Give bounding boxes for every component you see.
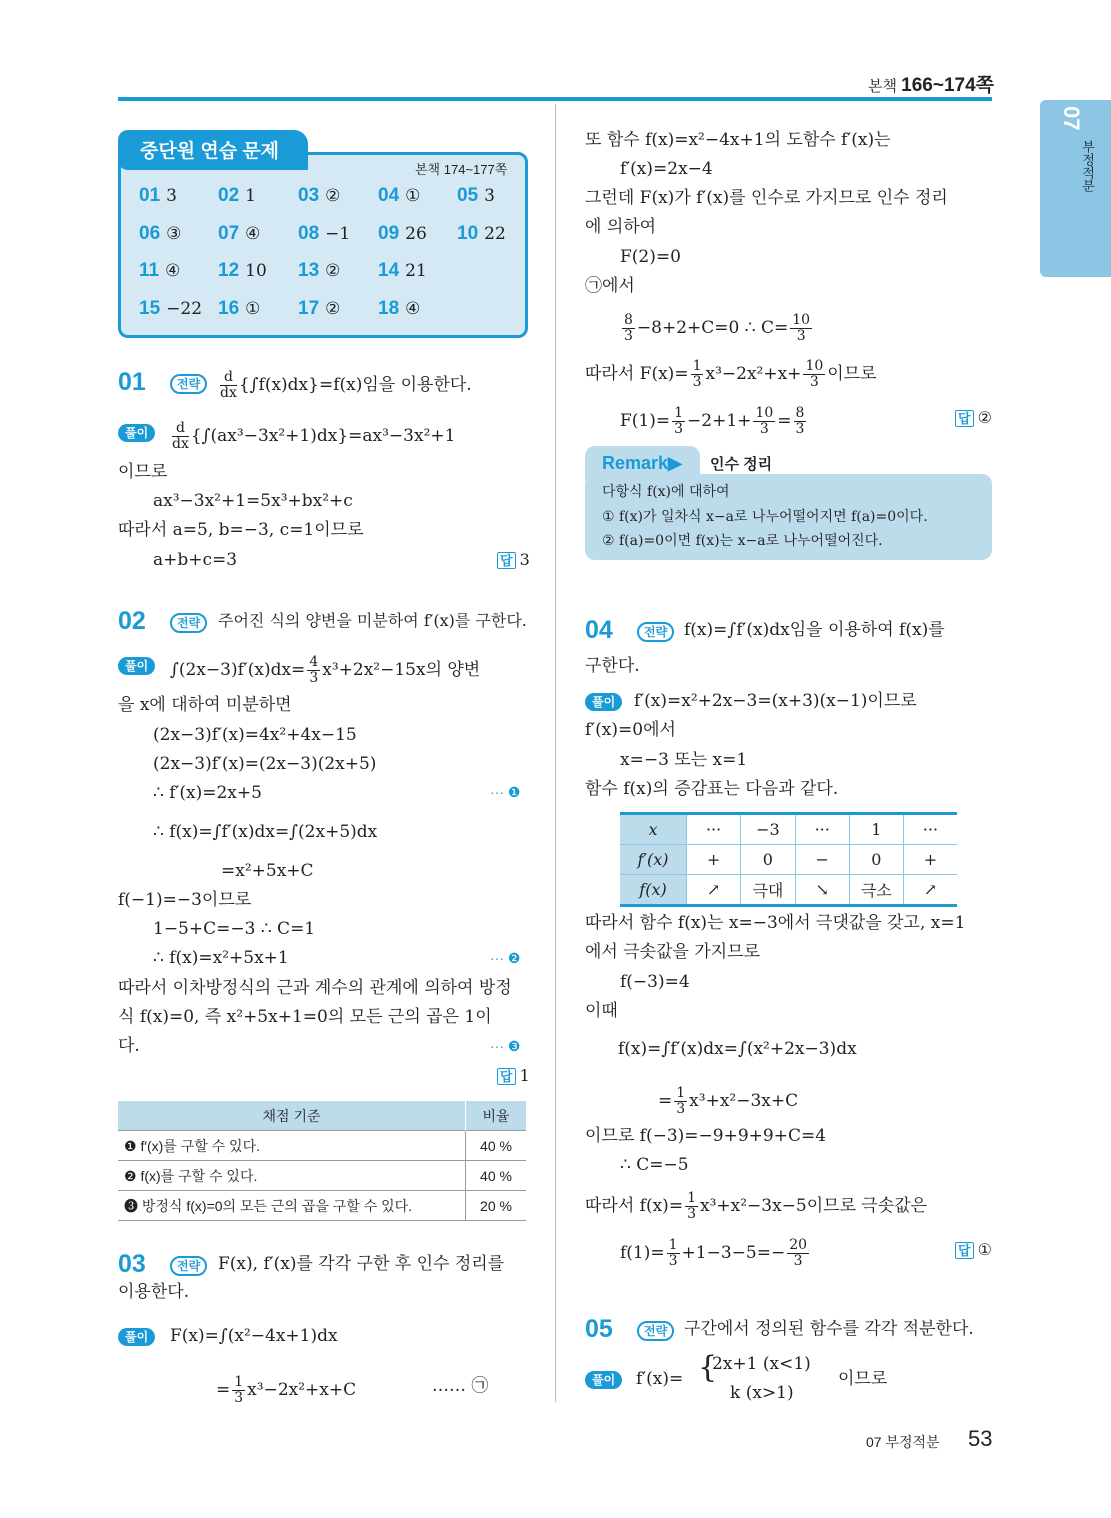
chapter-side-tab[interactable]: [1040, 100, 1111, 277]
answer-item: 16 ①: [218, 297, 261, 319]
fraction: $\frac{10}{3}$: [805, 358, 824, 390]
piecewise-case: 2x+1 (x<1): [712, 1354, 811, 1374]
step-marker: ··· ❶: [490, 784, 521, 800]
solution-line: $\frac{d}{dx}$ {∫(ax³−3x²+1)dx}=ax³−3x²+1: [172, 420, 456, 452]
strategy-text: 주어진 식의 양변을 미분하여 f′(x)를 구한다.: [218, 611, 527, 630]
answer-item: 01 3: [139, 185, 177, 206]
table-cell: +: [903, 845, 957, 875]
answer-item: 08 −1: [298, 222, 351, 244]
variation-table: [620, 812, 957, 907]
answer-item: 17 ②: [298, 297, 341, 319]
solution-line: F(2)=0: [620, 247, 681, 267]
answer: 답 ①: [955, 1240, 992, 1259]
problem-number: 02: [118, 607, 146, 635]
fraction: $\frac{1}{3}$: [674, 405, 684, 437]
solution-line: F(1)= $\frac{1}{3}$ −2+1+ $\frac{10}{3}$ = $\frac{8}{3}$: [620, 405, 805, 437]
table-cell: ···: [795, 814, 849, 845]
table-row: [620, 845, 957, 875]
answer-item: 10 22: [457, 222, 506, 244]
remark-title: 인수 정리: [710, 456, 773, 473]
answer-item: 03 ②: [298, 185, 341, 206]
fraction: $\frac{1}{3}$: [234, 1374, 244, 1406]
solution-line: x=−3 또는 x=1: [620, 750, 748, 770]
problem-number: 01: [118, 368, 146, 396]
solution-line: 함수 f(x)의 증감표는 다음과 같다.: [585, 779, 839, 799]
solution-line: 을 x에 대하여 미분하면: [118, 695, 292, 715]
page-reference: 본책 166~174쪽: [868, 75, 995, 96]
table-cell: ···: [687, 814, 741, 845]
fraction: $\frac{d}{dx}$: [220, 369, 237, 401]
solution-line: 따라서 이차방정식의 근과 계수의 관계에 의하여 방정: [118, 978, 512, 998]
solution-line: 이므로: [838, 1369, 888, 1389]
strategy-text: f(x)=∫f′(x)dx임을 이용하여 f(x)를: [684, 620, 945, 640]
table-cell: 극소: [849, 875, 903, 906]
solution-line: ∴ f(x)=∫f′(x)dx=∫(2x+5)dx: [153, 822, 378, 842]
table-cell: 1: [849, 814, 903, 845]
solution-line: ∴ f′(x)=2x+5: [153, 783, 262, 803]
strategy-badge: 전략: [170, 374, 207, 394]
solution-line: 따라서 f(x)= $\frac{1}{3}$ x³+x²−3x−5이므로 극솟값은: [585, 1190, 928, 1222]
solution-badge: 풀이: [118, 424, 155, 442]
solution-line: (2x−3)f′(x)=(2x−3)(2x+5): [153, 754, 377, 774]
solution-line: 1−5+C=−3 ∴ C=1: [153, 919, 316, 939]
answer-item: 12 10: [218, 260, 267, 281]
solution-line: ∴ f(x)=x²+5x+1: [153, 948, 289, 968]
solution-line: f′(x)=x²+2x−3=(x+3)(x−1)이므로: [634, 691, 917, 711]
table-row: ❸ 방정식 f(x)=0의 모든 근의 곱을 구할 수 있다. 20 %: [118, 1191, 526, 1221]
table-cell: 0: [849, 845, 903, 875]
solution-line: ax³−3x²+1=5x³+bx²+c: [153, 491, 353, 511]
column-divider: [555, 104, 556, 1402]
solution-line: =x²+5x+C: [221, 861, 314, 881]
solution-badge: 풀이: [118, 657, 155, 675]
solution-line: f′(x)=2x−4: [620, 159, 713, 179]
fraction: $\frac{20}{3}$: [789, 1237, 808, 1269]
fraction: $\frac{10}{3}$: [755, 405, 774, 437]
solution-line: = $\frac{1}{3}$ x³−2x²+x+C: [216, 1374, 357, 1406]
step-marker: ··· ❸: [490, 1038, 521, 1054]
fraction: $\frac{1}{3}$: [668, 1237, 678, 1269]
solution-line: 이때: [585, 1001, 618, 1021]
solution-line: a+b+c=3: [153, 550, 238, 570]
solution-line: f(x)=∫f′(x)dx=∫(x²+2x−3)dx: [618, 1039, 857, 1059]
solution-line: 식 f(x)=0, 즉 x²+5x+1=0의 모든 근의 곱은 1이: [118, 1007, 492, 1027]
table-row: ❶ f′(x)를 구할 수 있다. 40 %: [118, 1131, 526, 1161]
answer-item: 18 ④: [378, 297, 421, 319]
solution-line: ∫(2x−3)f′(x)dx= $\frac{4}{3}$ x³+2x²−15x의 양변: [170, 654, 481, 686]
step-marker: ··· ❷: [490, 950, 521, 966]
fraction: $\frac{d}{dx}$: [172, 420, 189, 452]
strategy-badge: 전략: [170, 1256, 207, 1276]
strategy-text: 이용한다.: [118, 1282, 190, 1302]
remark-label: Remark▶: [602, 453, 682, 473]
row-header: f′(x): [620, 845, 687, 875]
fraction: $\frac{1}{3}$: [676, 1085, 686, 1117]
table-cell: 극대: [741, 875, 796, 906]
chapter-number: 07: [1059, 106, 1084, 131]
problem-number: 05: [585, 1315, 613, 1343]
answer-box-ref: 본책 174~177쪽: [415, 162, 508, 177]
scoring-table: 채점 기준 비율 ❶ f′(x)를 구할 수 있다. 40 % ❷ f(x)를 구할 수 있다. 40 % ❸ 방정식 f(x)=0의 모든 근의 곱을 구할 수 있다. 20 %: [118, 1101, 526, 1221]
piecewise-case: k (x>1): [730, 1383, 794, 1403]
solution-line: (2x−3)f′(x)=4x²+4x−15: [153, 725, 357, 745]
strategy-text: $\frac{d}{dx}$ {∫f(x)dx}=f(x)임을 이용한다.: [220, 369, 472, 401]
header-rule: [118, 97, 992, 101]
solution-line: ∴ C=−5: [620, 1155, 689, 1175]
answer-item: 15 −22: [139, 297, 203, 319]
answer-item: 04 ①: [378, 185, 421, 206]
solution-line: 따라서 함수 f(x)는 x=−3에서 극댓값을 갖고, x=1: [585, 913, 966, 933]
chapter-title: 부정적분: [1080, 140, 1095, 192]
strategy-text: 구간에서 정의된 함수를 각각 적분한다.: [684, 1319, 974, 1339]
brace: {: [698, 1350, 718, 1385]
problem-number: 04: [585, 616, 613, 644]
answer-item: 02 1: [218, 185, 256, 206]
remark-line: ② f(a)=0이면 f(x)는 x−a로 나누어떨어진다.: [602, 533, 883, 549]
table-cell: −3: [741, 814, 796, 845]
table-cell: ↘: [795, 875, 849, 906]
problem-number: 03: [118, 1250, 146, 1278]
fraction: $\frac{8}{3}$: [624, 312, 633, 344]
solution-line: 에서 극솟값을 가지므로: [585, 942, 761, 962]
table-row: ❷ f(x)를 구할 수 있다. 40 %: [118, 1161, 526, 1191]
answer-item: 06 ③: [139, 222, 182, 244]
fraction: $\frac{8}{3}$: [795, 405, 805, 437]
equation-tag: …… ㉠: [432, 1376, 489, 1396]
strategy-badge: 전략: [170, 613, 207, 633]
strategy-text: 구한다.: [585, 656, 640, 676]
table-cell: ↗: [903, 875, 957, 906]
answer: 답 ②: [955, 408, 992, 427]
solution-line: 에 의하여: [585, 217, 657, 237]
solution-line: f′(x)=: [636, 1369, 684, 1389]
solution-line: 이므로 f(−3)=−9+9+9+C=4: [585, 1126, 827, 1146]
page-number: 53: [968, 1426, 993, 1451]
answer-item: 09 26: [378, 222, 427, 244]
solution-line: 이므로: [118, 462, 168, 482]
table-cell: 0: [741, 845, 796, 875]
strategy-text: F(x), f′(x)를 각각 구한 후 인수 정리를: [218, 1254, 505, 1274]
strategy-badge: 전략: [637, 1321, 674, 1341]
row-header: x: [620, 814, 687, 845]
solution-line: 따라서 a=5, b=−3, c=1이므로: [118, 520, 364, 540]
solution-line: = $\frac{1}{3}$ x³+x²−3x+C: [658, 1085, 799, 1117]
strategy-badge: 전략: [637, 622, 674, 642]
answer-item: 05 3: [457, 185, 495, 206]
table-row: [620, 814, 957, 845]
fraction: $\frac{10}{3}$: [792, 312, 811, 344]
solution-line: ㉠에서: [585, 276, 635, 296]
solution-badge: 풀이: [118, 1328, 155, 1346]
table-cell: ···: [903, 814, 957, 845]
solution-line: f(1)= $\frac{1}{3}$ +1−3−5=− $\frac{20}{3}$: [620, 1237, 808, 1269]
fraction: $\frac{1}{3}$: [687, 1190, 696, 1222]
answer-item: 14 21: [378, 260, 427, 281]
solution-line: F(x)=∫(x²−4x+1)dx: [170, 1326, 338, 1346]
answer: 답 3: [497, 550, 530, 569]
answer-item: 07 ④: [218, 222, 261, 244]
answer: 답 1: [497, 1066, 530, 1085]
fraction: $\frac{1}{3}$: [692, 358, 702, 390]
solution-line: $\frac{8}{3}$ −8+2+C=0 ∴ C= $\frac{10}{3}$: [624, 312, 811, 344]
table-row: [620, 875, 957, 906]
solution-line: f′(x)=0에서: [585, 720, 676, 740]
solution-line: 다.: [118, 1036, 140, 1056]
remark-line: ① f(x)가 일차식 x−a로 나누어떨어지면 f(a)=0이다.: [602, 509, 928, 525]
footer-chapter: 07 부정적분: [866, 1434, 940, 1450]
row-header: f(x): [620, 875, 687, 906]
answer-box-title: 중단원 연습 문제: [118, 130, 308, 170]
solution-line: 그런데 F(x)가 f′(x)를 인수로 가지므로 인수 정리: [585, 188, 948, 208]
remark-line: 다항식 f(x)에 대하여: [602, 484, 730, 500]
table-cell: +: [687, 845, 741, 875]
solution-line: 따라서 F(x)= $\frac{1}{3}$ x³−2x²+x+ $\frac{10}{3}$ 이므로: [585, 358, 877, 390]
table-cell: ↗: [687, 875, 741, 906]
solution-line: f(−3)=4: [620, 972, 690, 992]
solution-badge: 풀이: [585, 693, 622, 711]
answer-item: 13 ②: [298, 260, 341, 281]
answer-item: 11 ④: [139, 260, 181, 281]
solution-line: f(−1)=−3이므로: [118, 890, 252, 910]
table-cell: −: [795, 845, 849, 875]
solution-badge: 풀이: [585, 1371, 622, 1389]
fraction: $\frac{4}{3}$: [309, 654, 319, 686]
solution-line: 또 함수 f(x)=x²−4x+1의 도함수 f′(x)는: [585, 130, 891, 150]
